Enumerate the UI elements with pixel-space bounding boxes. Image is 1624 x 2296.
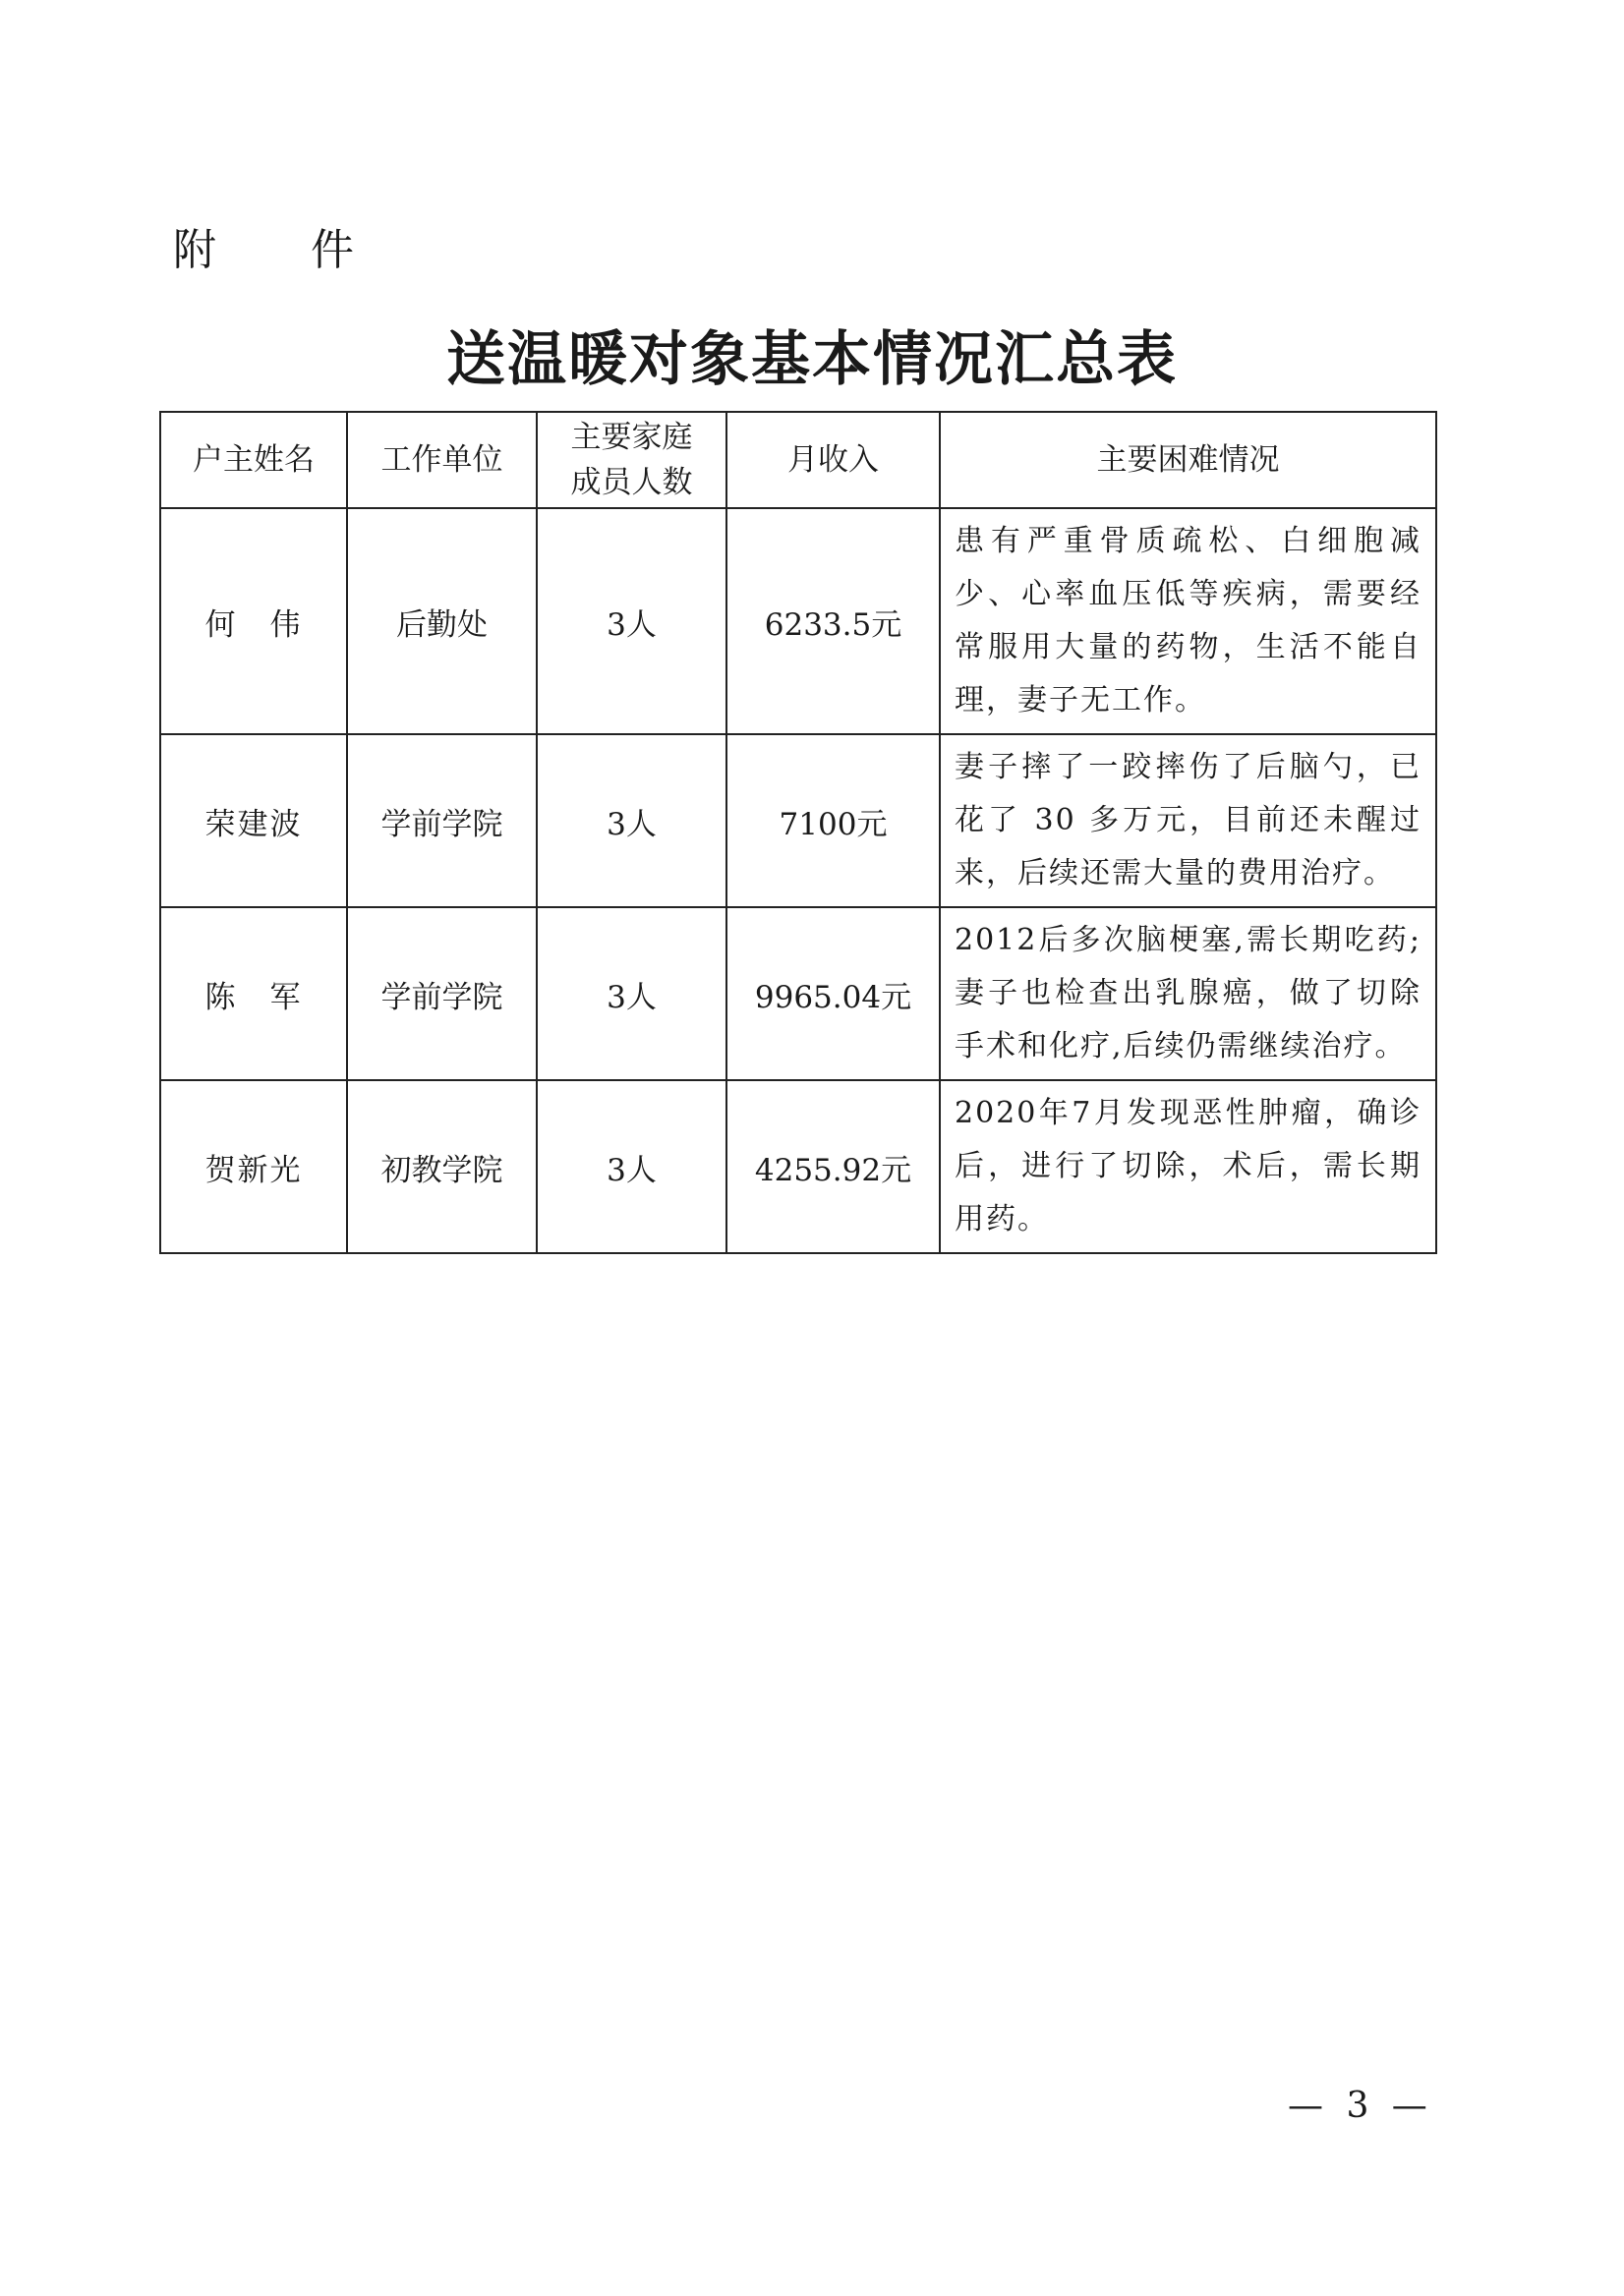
cell-difficulty: 妻子摔了一跤摔伤了后脑勺，已花了 30 多万元，目前还未醒过来，后续还需大量的费用治疗。: [940, 734, 1436, 907]
cell-unit: 后勤处: [347, 508, 537, 734]
header-main-difficulties: 主要困难情况: [940, 412, 1436, 508]
cell-name: 何 伟: [160, 508, 347, 734]
cell-income: 7100元: [726, 734, 940, 907]
header-household-name: 户主姓名: [160, 412, 347, 508]
cell-members: 3人: [537, 1080, 726, 1253]
cell-unit: 学前学院: [347, 907, 537, 1080]
cell-members: 3人: [537, 508, 726, 734]
cell-name: 陈 军: [160, 907, 347, 1080]
table-header-row: [160, 412, 1436, 508]
summary-table: [159, 411, 1437, 1254]
cell-members: 3人: [537, 907, 726, 1080]
attachment-label-right: 件: [311, 225, 354, 275]
page-number: — 3 —: [1288, 2086, 1433, 2126]
header-monthly-income: 月收入: [726, 412, 940, 508]
cell-income: 4255.92元: [726, 1080, 940, 1253]
header-family-members-line2: 成员人数: [570, 465, 693, 500]
table-row: [160, 1080, 1436, 1253]
document-title: 送温暖对象基本情况汇总表: [446, 325, 1178, 394]
cell-name: 荣建波: [160, 734, 347, 907]
header-work-unit: 工作单位: [347, 412, 537, 508]
header-family-members: [537, 412, 726, 508]
cell-unit: 学前学院: [347, 734, 537, 907]
cell-unit: 初教学院: [347, 1080, 537, 1253]
cell-income: 6233.5元: [726, 508, 940, 734]
table-row: [160, 907, 1436, 1080]
table-row: [160, 734, 1436, 907]
cell-difficulty: 2020年7月发现恶性肿瘤，确诊后，进行了切除，术后，需长期用药。: [940, 1080, 1436, 1253]
cell-members: 3人: [537, 734, 726, 907]
cell-difficulty: 2012后多次脑梗塞,需长期吃药;妻子也检查出乳腺癌，做了切除手术和化疗,后续仍需继续治疗。: [940, 907, 1436, 1080]
table-row: [160, 508, 1436, 734]
cell-income: 9965.04元: [726, 907, 940, 1080]
header-family-members-line1: 主要家庭: [570, 420, 693, 455]
attachment-label-left: 附: [173, 225, 216, 275]
cell-difficulty: 患有严重骨质疏松、白细胞减少、心率血压低等疾病，需要经常服用大量的药物，生活不能自理，妻子无工作。: [940, 508, 1436, 734]
attachment-label: [173, 214, 354, 277]
cell-name: 贺新光: [160, 1080, 347, 1253]
